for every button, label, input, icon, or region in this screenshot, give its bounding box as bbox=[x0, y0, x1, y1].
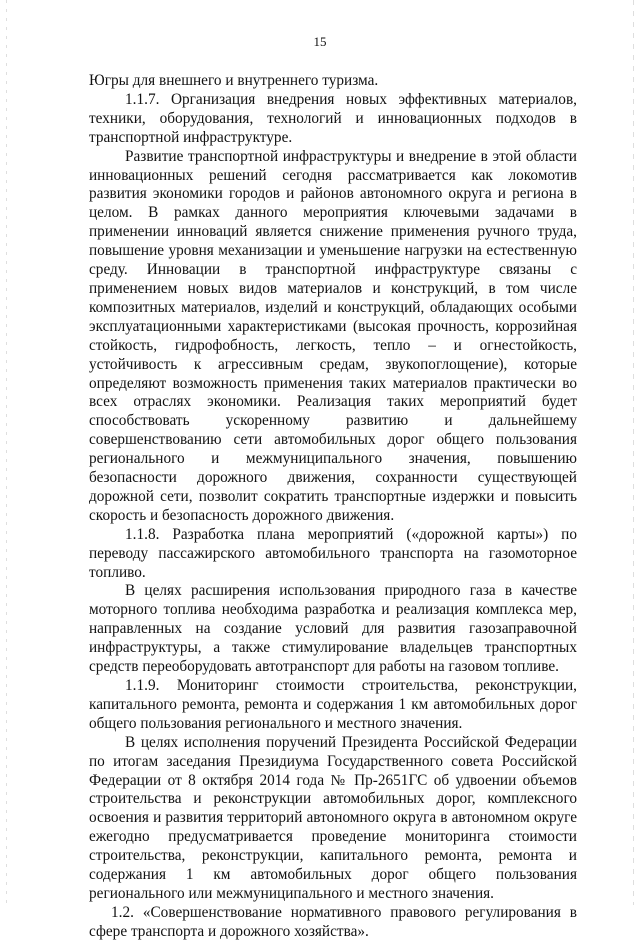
page-number: 15 bbox=[313, 34, 327, 49]
scan-edge-right bbox=[633, 0, 634, 905]
paragraph-item-1-1-8: 1.1.8. Разработка плана мероприятий («дорожной карты») по переводу пассажирского автомобильного транспорта на газомоторное топливо. bbox=[89, 525, 577, 581]
paragraph-item-1-2: 1.2. «Совершенствование нормативного правового регулирования в сфере транспорта и дорожного хозяйства». bbox=[89, 903, 577, 940]
paragraph-innovation-description: Развитие транспортной инфраструктуры и внедрение в этой области инновационных решений сегодня рассматривается как локомотив развития экономики городов и районов автономного округа и региона в целом. В рамках данного мероприятия ключевыми задачами в применении инноваций является снижение применения ручного труда, повышение уровня механизации и уменьшение нагрузки на естественную среду. Инновации в транспортной инфраструктуре связаны с применением новых видов материалов и конструкций, в том числе композитных материалов, изделий и конструкций, обладающих особыми эксплуатационными характеристиками (высокая прочность, коррозийная стойкость, гидрофобность, легкость, тепло – и огнестойкость, устойчивость к агрессивным средам, звукопоглощение), которые определяют возможность применения таких материалов практически во всех отраслях экономики. Реализация таких мероприятий будет способствовать ускоренному развитию и дальнейшему совершенствованию сети автомобильных дорог общего пользования регионального и межмуниципального значения, повышению безопасности дорожного движения, сохранности существующей дорожной сети, позволит сократить транспортные издержки и повысить скорость и безопасность дорожного движения. bbox=[89, 147, 577, 524]
paragraph-item-1-1-7: 1.1.7. Организация внедрения новых эффективных материалов, техники, оборудования, технологий и инновационных подходов в транспортной инфраструктуре. bbox=[89, 90, 577, 146]
scan-edge-left bbox=[6, 0, 7, 905]
paragraph-item-1-1-9: 1.1.9. Мониторинг стоимости строительства, реконструкции, капитального ремонта, ремонта и содержания 1 км автомобильных дорог общего пользования регионального и местного значения. bbox=[89, 677, 577, 732]
document-body bbox=[89, 72, 577, 942]
paragraph-gas-fuel-description: В целях расширения использования природного газа в качестве моторного топлива необходима разработка и реализация комплекса мер, направленных на создание условий для развития газозаправочной инфраструктуры, а также стимулирование владельцев транспортных средств переоборудовать автотранспорт для работы на газовом топливе. bbox=[89, 582, 577, 676]
paragraph-continuation: Югры для внешнего и внутреннего туризма. bbox=[89, 72, 379, 89]
paragraph-monitoring-description: В целях исполнения поручений Президента Российской Федерации по итогам заседания Президиума Государственного совета Российской Федерации от 8 октября 2014 года № Пр-2651ГС об удвоении объемов строительства и реконструкции автомобильных дорог, комплексного освоения и развития территорий автономного округа в автономном округе ежегодно предусматривается проведение мониторинга стоимости строительства, реконструкции, капитального ремонта, ремонта и содержания 1 км автомобильных дорог общего пользования регионального или межмуниципального и местного значения. bbox=[89, 733, 577, 902]
